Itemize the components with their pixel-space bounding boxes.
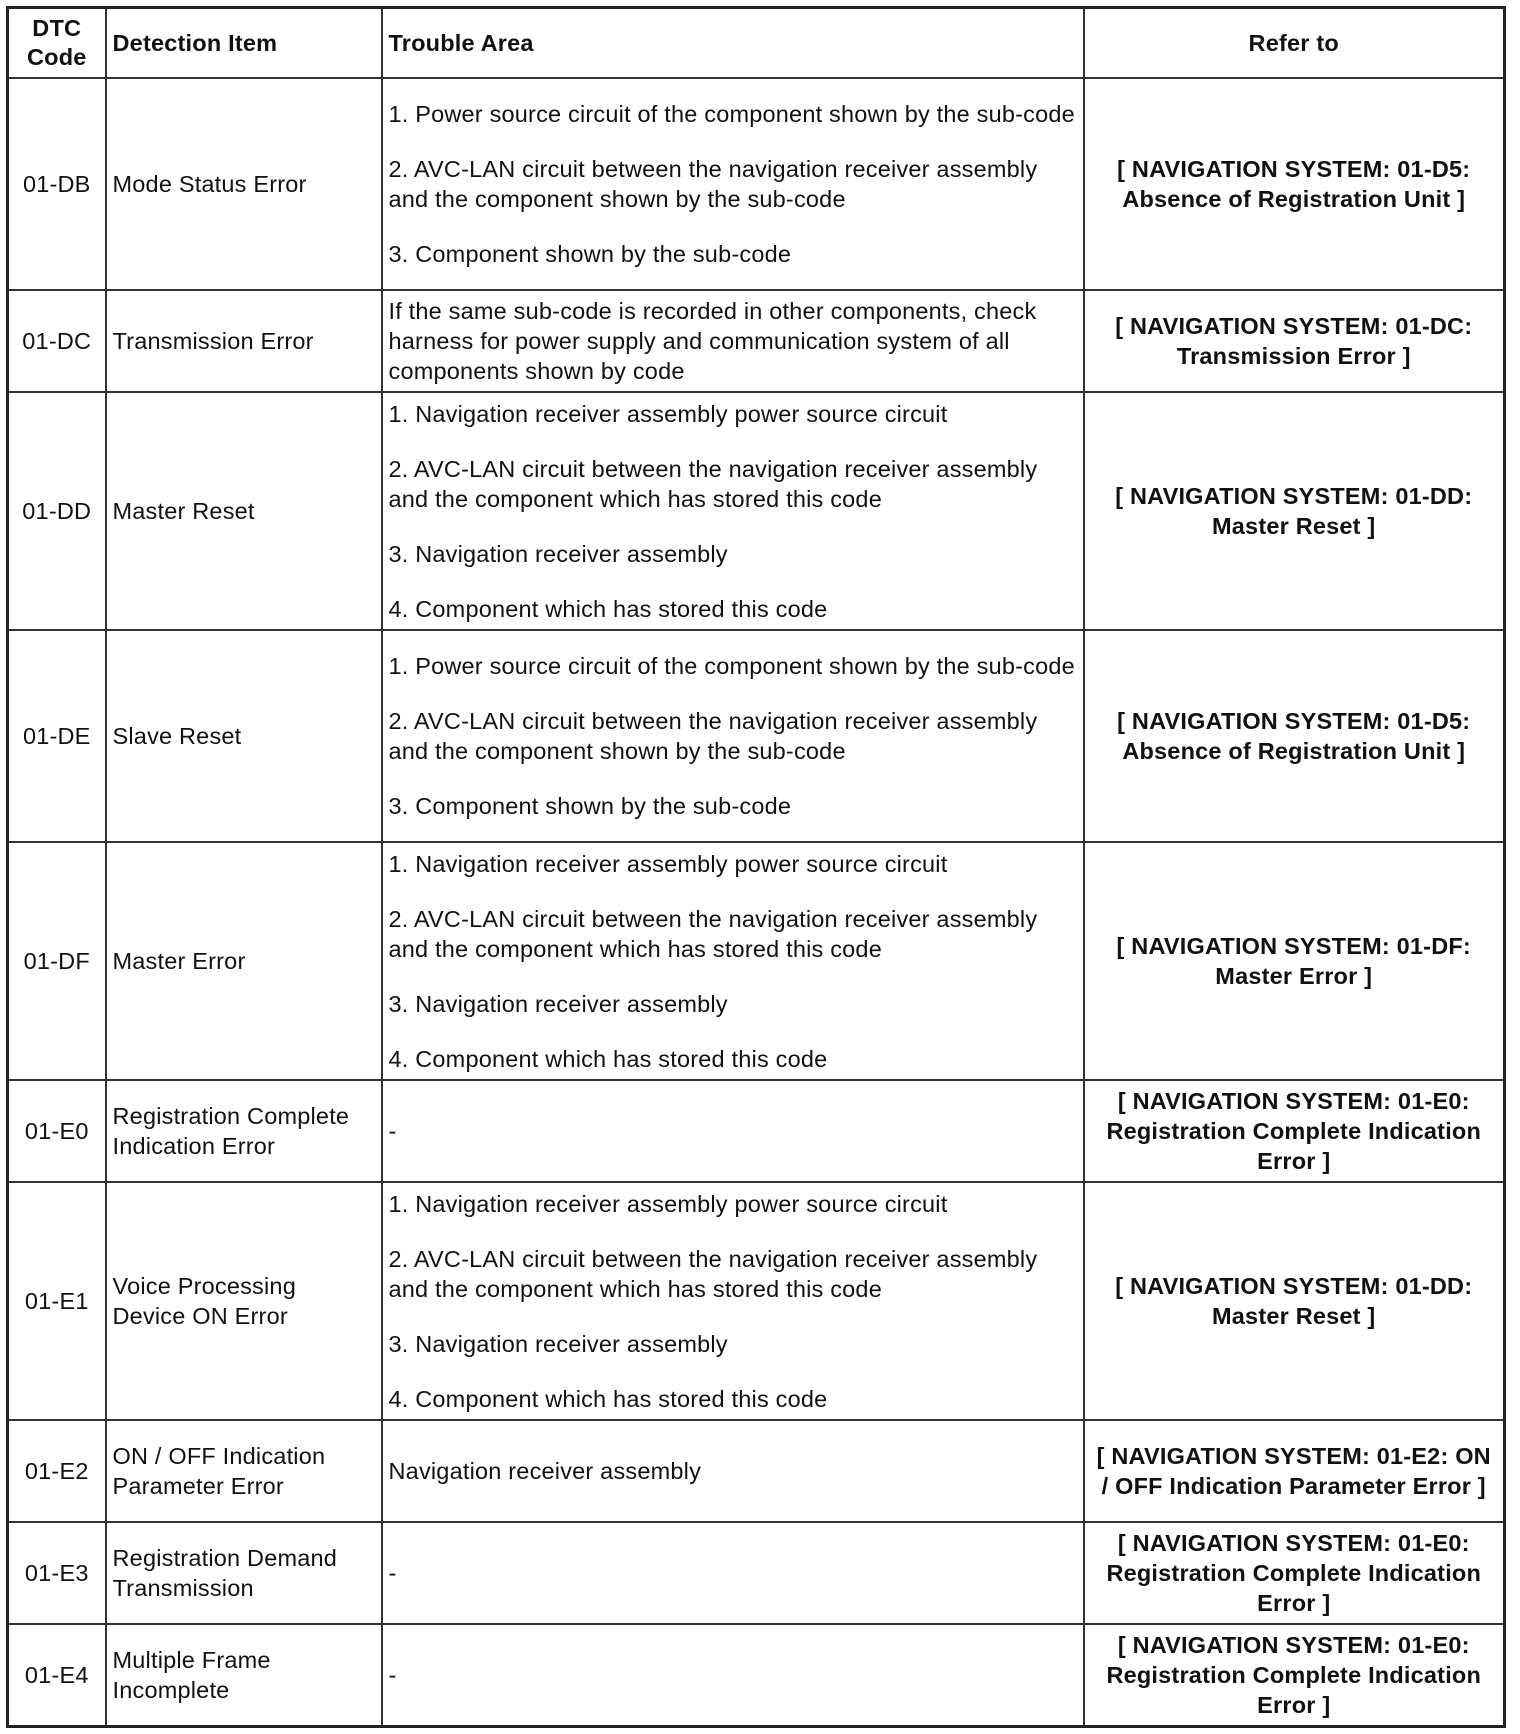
trouble-area-line: - [388, 1661, 397, 1688]
trouble-area-cell [382, 1182, 1084, 1420]
table-row [8, 1080, 1505, 1182]
refer-to-link[interactable]: [ NAVIGATION SYSTEM: 01-DD: Master Reset ] [1084, 1182, 1505, 1420]
trouble-area-line: 2. AVC-LAN circuit between the navigation receiver assembly and the component which has stored this code [388, 905, 1038, 962]
detection-item-cell: Mode Status Error [106, 78, 382, 290]
dtc-code-cell: 01-E0 [8, 1080, 106, 1182]
trouble-area-line: 1. Navigation receiver assembly power source circuit [388, 400, 948, 427]
refer-to-link[interactable]: [ NAVIGATION SYSTEM: 01-DF: Master Error ] [1084, 842, 1505, 1080]
detection-item-cell: Master Error [106, 842, 382, 1080]
table-row [8, 1420, 1505, 1522]
table-row [8, 1522, 1505, 1624]
dtc-code-cell: 01-E1 [8, 1182, 106, 1420]
refer-to-link[interactable]: [ NAVIGATION SYSTEM: 01-E0: Registration Complete Indication Error ] [1084, 1624, 1505, 1726]
trouble-area-line: - [388, 1560, 397, 1586]
trouble-area-cell [382, 1080, 1084, 1182]
refer-to-link[interactable]: [ NAVIGATION SYSTEM: 01-D5: Absence of Registration Unit ] [1084, 630, 1505, 842]
trouble-area-line: If the same sub-code is recorded in other components, check harness for power supply and communication system of all components shown by code [388, 298, 1037, 384]
trouble-area-line: - [388, 1118, 397, 1144]
trouble-area-line: 4. Component which has stored this code [388, 1385, 828, 1412]
header-refer-to: Refer to [1084, 8, 1505, 79]
refer-to-link[interactable]: [ NAVIGATION SYSTEM: 01-DC: Transmission Error ] [1084, 290, 1505, 392]
trouble-area-cell [382, 290, 1084, 392]
dtc-code-cell: 01-DC [8, 290, 106, 392]
header-trouble-area: Trouble Area [382, 8, 1084, 79]
dtc-code-cell: 01-DD [8, 392, 106, 630]
trouble-area-cell [382, 1522, 1084, 1624]
dtc-code-cell: 01-DE [8, 630, 106, 842]
table-row [8, 1182, 1505, 1420]
detection-item-cell: Slave Reset [106, 630, 382, 842]
trouble-area-cell [382, 842, 1084, 1080]
trouble-area-line: 3. Navigation receiver assembly [388, 540, 728, 567]
trouble-area-line: 3. Navigation receiver assembly [388, 1330, 728, 1357]
trouble-area-line: 3. Component shown by the sub-code [388, 241, 792, 267]
detection-item-cell: Registration Complete Indication Error [106, 1080, 382, 1182]
trouble-area-line: 3. Navigation receiver assembly [388, 990, 728, 1017]
trouble-area-cell [382, 630, 1084, 842]
detection-item-cell: Registration Demand Transmission [106, 1522, 382, 1624]
dtc-code-cell: 01-E3 [8, 1522, 106, 1624]
refer-to-link[interactable]: [ NAVIGATION SYSTEM: 01-E2: ON / OFF Indication Parameter Error ] [1084, 1420, 1505, 1522]
header-dtc-code-line1: DTC [32, 15, 82, 41]
dtc-code-cell: 01-E4 [8, 1624, 106, 1726]
trouble-area-cell [382, 78, 1084, 290]
detection-item-cell: Master Reset [106, 392, 382, 630]
trouble-area-line: 1. Power source circuit of the component shown by the sub-code [388, 101, 1075, 127]
trouble-area-line: 4. Component which has stored this code [388, 1045, 828, 1072]
trouble-area-line: 2. AVC-LAN circuit between the navigation receiver assembly and the component shown by the sub-code [388, 708, 1038, 764]
trouble-area-cell [382, 1420, 1084, 1522]
dtc-code-cell: 01-DB [8, 78, 106, 290]
refer-to-link[interactable]: [ NAVIGATION SYSTEM: 01-E0: Registration Complete Indication Error ] [1084, 1522, 1505, 1624]
trouble-area-line: 1. Navigation receiver assembly power source circuit [388, 1190, 948, 1217]
dtc-code-cell: 01-DF [8, 842, 106, 1080]
refer-to-link[interactable]: [ NAVIGATION SYSTEM: 01-E0: Registration Complete Indication Error ] [1084, 1080, 1505, 1182]
trouble-area-line: 2. AVC-LAN circuit between the navigation receiver assembly and the component shown by the sub-code [388, 156, 1038, 212]
dtc-table [6, 6, 1506, 1728]
header-dtc-code [8, 8, 106, 79]
trouble-area-cell [382, 392, 1084, 630]
refer-to-link[interactable]: [ NAVIGATION SYSTEM: 01-DD: Master Reset ] [1084, 392, 1505, 630]
trouble-area-line: 2. AVC-LAN circuit between the navigation receiver assembly and the component which has stored this code [388, 455, 1038, 512]
trouble-area-line: 1. Navigation receiver assembly power source circuit [388, 850, 948, 877]
detection-item-cell: Voice Processing Device ON Error [106, 1182, 382, 1420]
table-row [8, 1624, 1505, 1726]
header-dtc-code-line2: Code [26, 44, 87, 70]
trouble-area-line: Navigation receiver assembly [388, 1458, 702, 1484]
dtc-code-cell: 01-E2 [8, 1420, 106, 1522]
detection-item-cell: ON / OFF Indication Parameter Error [106, 1420, 382, 1522]
trouble-area-cell [382, 1624, 1084, 1726]
detection-item-cell: Transmission Error [106, 290, 382, 392]
detection-item-cell: Multiple Frame Incomplete [106, 1624, 382, 1726]
header-detection-item: Detection Item [106, 8, 382, 79]
table-row [8, 392, 1505, 630]
trouble-area-line: 1. Power source circuit of the component shown by the sub-code [388, 653, 1075, 679]
trouble-area-line: 2. AVC-LAN circuit between the navigation receiver assembly and the component which has stored this code [388, 1245, 1038, 1302]
table-row [8, 290, 1505, 392]
table-row [8, 630, 1505, 842]
table-row [8, 78, 1505, 290]
trouble-area-line: 4. Component which has stored this code [388, 595, 828, 622]
table-row [8, 842, 1505, 1080]
refer-to-link[interactable]: [ NAVIGATION SYSTEM: 01-D5: Absence of Registration Unit ] [1084, 78, 1505, 290]
header-row [8, 8, 1505, 79]
trouble-area-line: 3. Component shown by the sub-code [388, 793, 792, 819]
